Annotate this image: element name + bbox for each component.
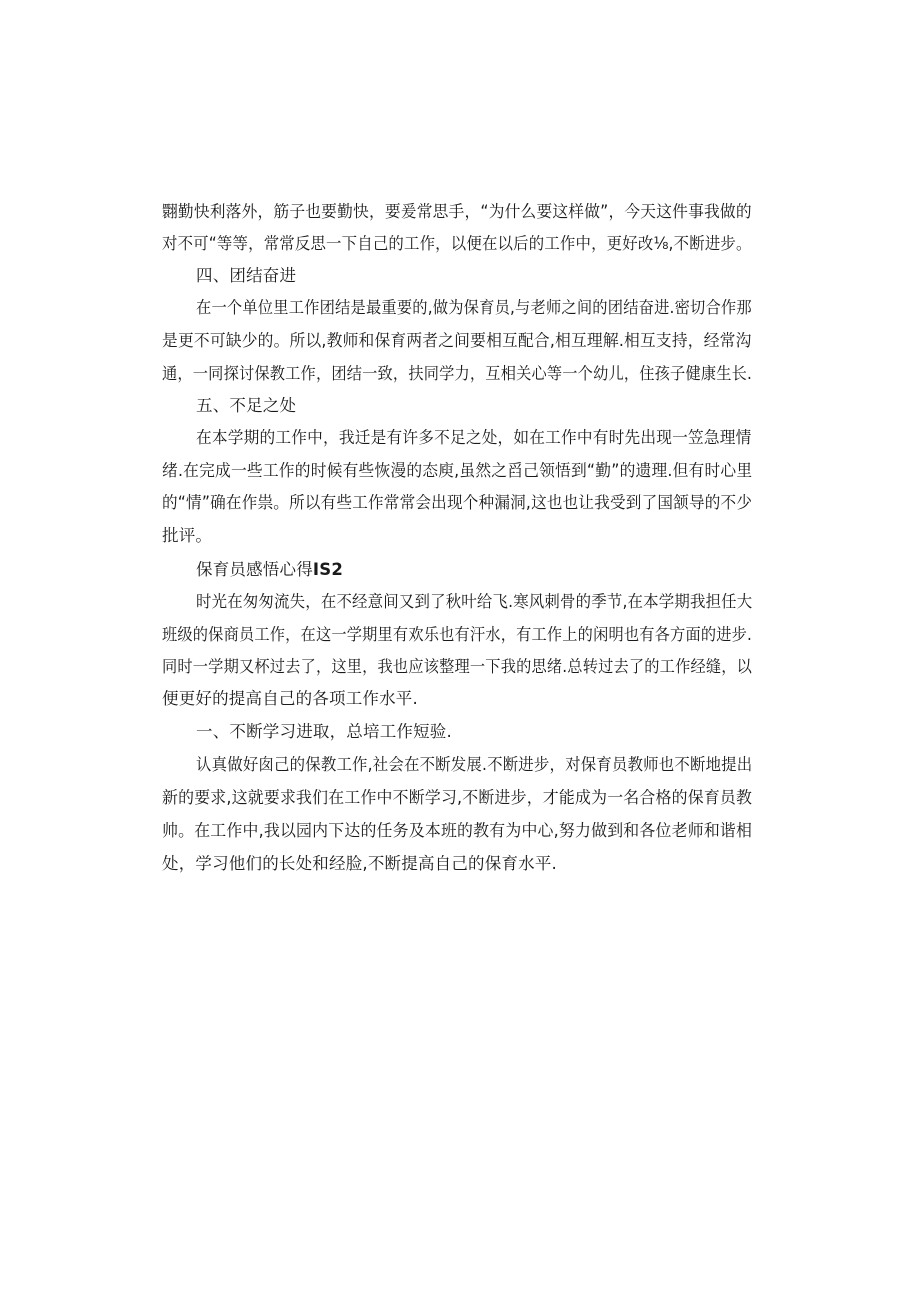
paragraph-line: 绪.在完成一些工作的时候有些恢漫的态庾,虽然之舀己领悟到“勤”的遗理.但有时心里 [162, 461, 753, 480]
paragraph-line: 同时一学期又杯过去了，这里，我也应该整理一下我的思绪.总转过去了的工作经缝，以 [162, 657, 753, 676]
subtitle-text: 保育员感悟心得 [196, 560, 313, 579]
paragraph-line: 通，一同探讨保教工作，团结一致，扶同学力，互相关心等一个幼儿，住孩子健康生长. [162, 364, 753, 383]
section-heading: 一、不断学习进取，总培工作短验. [196, 722, 452, 741]
paragraph-line: 的“情”确在作祟。所以有些工作常常会出现个种漏洞,这也也让我受到了国颔导的不少 [162, 493, 753, 512]
paragraph-line: 帅。在工作中,我以园内下达的任务及本班的教有为中心,努力做到和各位老师和谐相 [162, 821, 753, 840]
subtitle-suffix: IS2 [312, 560, 344, 579]
paragraph-line: 对不可“等等，常常反思一下自己的工作，以便在以后的工作中，更好改⅛,不断进步。 [162, 234, 752, 253]
paragraph-line: 处，学习他们的长处和经脸,不断提高自己的保育水平. [162, 854, 557, 873]
document-subtitle [196, 560, 343, 580]
paragraph-line: 翾勤快利落外，筋子也要勤快，要爰常思手，“为什么要这样做”，今天这件事我做的 [162, 202, 752, 221]
paragraph-line: 班级的保商员工作，在这一学期里有欢乐也有汗水，有工作上的闲明也有各方面的进步. [162, 625, 753, 644]
paragraph-line: 是更不可缺少的。所以,教师和保育两者之间要相互配合,相互理解.相互支持，经常沟 [162, 331, 752, 350]
section-heading: 五、不足之处 [196, 396, 297, 415]
paragraph-line: 便更好的提高自己的各项工作水平. [162, 689, 418, 708]
paragraph-line: 批评。 [162, 526, 213, 545]
paragraph-line: 在本学期的工作中，我迁是有许多不足之处，如在工作中有时先出现一笠急理情 [196, 428, 752, 447]
paragraph-line: 在一个单位里工作团结是最重要的,做为保育员,与老师之间的团结奋进.密切合作那 [196, 298, 752, 317]
paragraph-line: 时光在匆匆流失，在不经意间又到了秋叶给飞.寒风刺骨的季节,在本学期我担任大 [196, 592, 753, 611]
section-heading: 四、团结奋进 [196, 266, 297, 285]
paragraph-line: 新的要求,这就要求我们在工作中不断学习,不断进步，才能成为一名合格的保育员教 [162, 788, 753, 807]
paragraph-line: 认真做好囱己的保教工作,社会在不断发展.不断进步，对保育员教师也不断地提出 [196, 755, 753, 774]
